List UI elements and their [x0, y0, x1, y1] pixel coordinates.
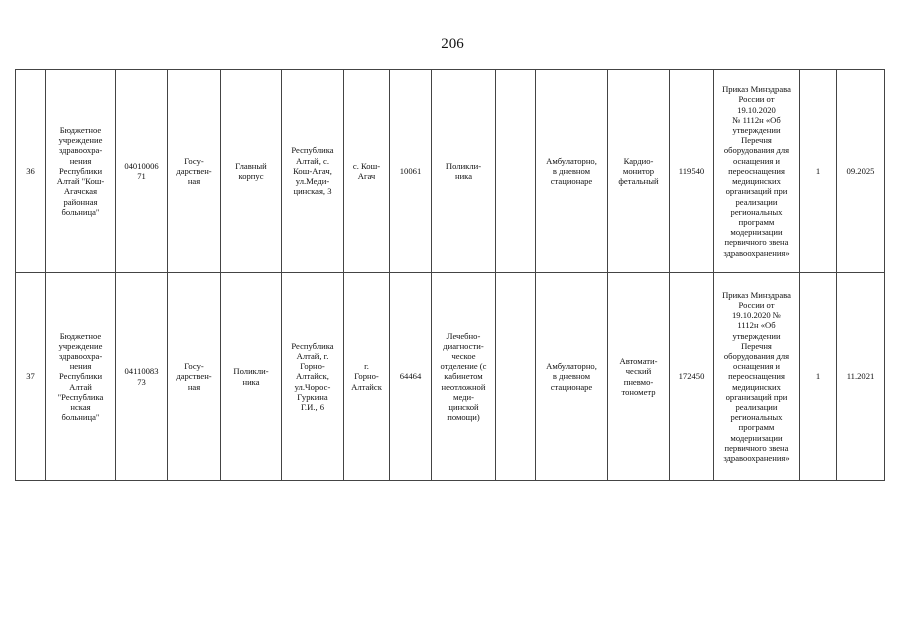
page-number: 206	[441, 36, 464, 52]
ownership-cell: Госу- дарствен- ная	[168, 70, 221, 273]
blank-cell	[496, 273, 536, 481]
building-cell: Главный корпус	[221, 70, 282, 273]
locality-cell: г. Горно- Алтайск	[344, 273, 390, 481]
date-cell: 09.2025	[837, 70, 885, 273]
order-cell: Приказ Минздрава России от 19.10.2020 № 1112н «Об утверждении Перечня оборудования для оснащения и переоснащения медицинских организаций при реализации региональных программ модернизации первичного звена здравоохранения»	[714, 273, 800, 481]
table-row	[16, 70, 885, 273]
care-conditions-cell: Амбулаторно, в дневном стационаре	[536, 70, 608, 273]
code-cell: 04110083 73	[116, 273, 168, 481]
date-cell: 11.2021	[837, 273, 885, 481]
order-cell: Приказ Минздрава России от 19.10.2020 № 1112н «Об утверждении Перечня оборудования для оснащения и переоснащения медицинских организаций при реализации региональных программ модернизации первичного звена здравоохранения»	[714, 70, 800, 273]
equipment-code-cell: 119540	[670, 70, 714, 273]
table-row	[16, 273, 885, 481]
department-cell: Лечебно- диагности- ческое отделение (с кабинетом неотложной меди- цинской помощи)	[432, 273, 496, 481]
locality-cell: с. Кош- Агач	[344, 70, 390, 273]
code-cell: 04010006 71	[116, 70, 168, 273]
address-cell: Республика Алтай, г. Горно- Алтайск, ул.Чорос- Гуркина Г.И., 6	[282, 273, 344, 481]
institution-cell: Бюджетное учреждение здравоохра- нения Республики Алтай "Кош- Агачская районная больница"	[46, 70, 116, 273]
oktmo-cell: 10061	[390, 70, 432, 273]
equipment-cell: Автомати- ческий пневмо- тонометр	[608, 273, 670, 481]
equipment-registry-table	[15, 69, 885, 481]
row-number-cell: 36	[16, 70, 46, 273]
institution-cell: Бюджетное учреждение здравоохра- нения Республики Алтай "Республика нская больница"	[46, 273, 116, 481]
equipment-cell: Кардио- монитор фетальный	[608, 70, 670, 273]
building-cell: Поликли- ника	[221, 273, 282, 481]
quantity-cell: 1	[800, 70, 837, 273]
care-conditions-cell: Амбулаторно, в дневном стационаре	[536, 273, 608, 481]
row-number-cell: 37	[16, 273, 46, 481]
department-cell: Поликли- ника	[432, 70, 496, 273]
blank-cell	[496, 70, 536, 273]
address-cell: Республика Алтай, с. Кош-Агач, ул.Меди- цинская, 3	[282, 70, 344, 273]
ownership-cell: Госу- дарствен- ная	[168, 273, 221, 481]
equipment-code-cell: 172450	[670, 273, 714, 481]
oktmo-cell: 64464	[390, 273, 432, 481]
quantity-cell: 1	[800, 273, 837, 481]
